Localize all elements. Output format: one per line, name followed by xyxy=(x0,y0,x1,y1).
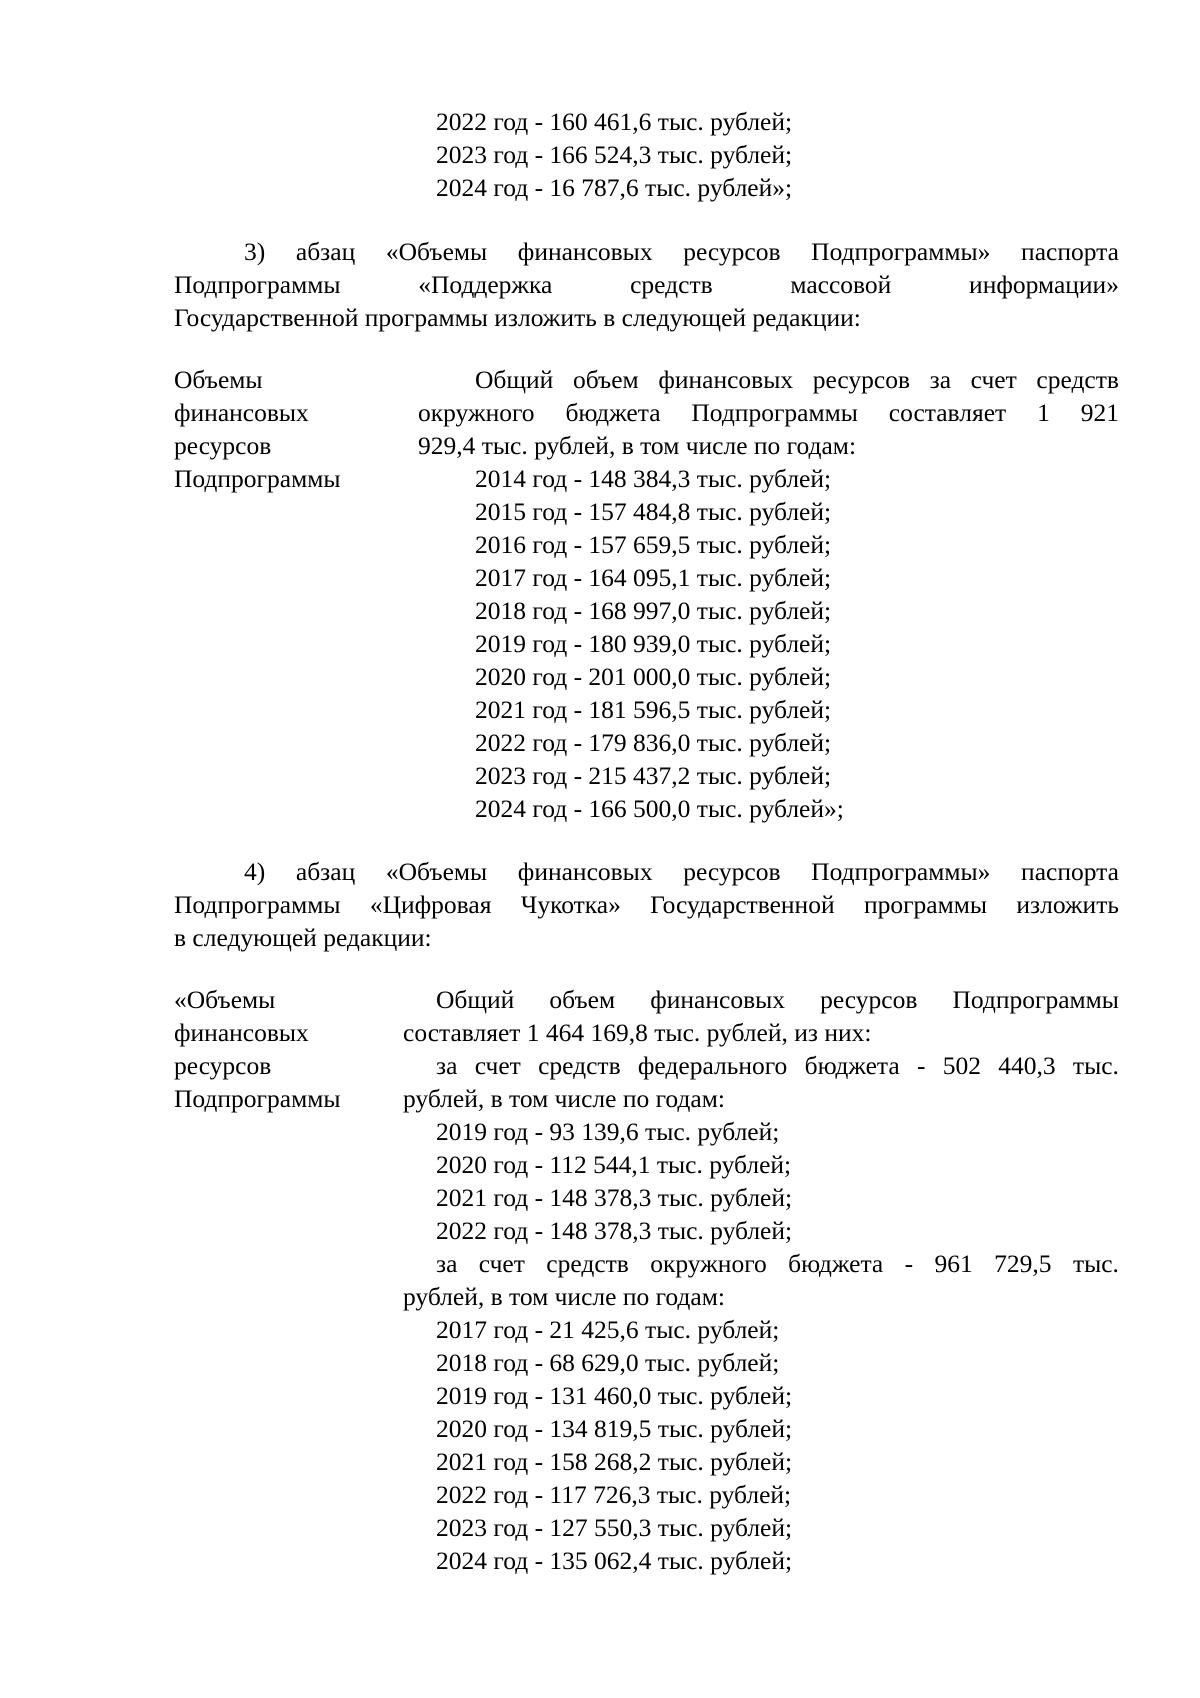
word: за xyxy=(929,365,952,394)
word: тыс. xyxy=(1072,1051,1119,1080)
word: средств xyxy=(546,1249,629,1278)
year-line: 2024 год - 166 500,0 тыс. рублей»; xyxy=(475,794,844,823)
word: «Объемы xyxy=(385,857,488,886)
year-line: 2019 год - 93 139,6 тыс. рублей; xyxy=(436,1117,780,1146)
word: Подпрограммы xyxy=(174,890,341,919)
word: Общий xyxy=(436,985,515,1014)
word: 921 xyxy=(1080,398,1119,427)
word: бюджета xyxy=(804,1051,900,1080)
word: - xyxy=(916,1051,926,1080)
word: ресурсов xyxy=(683,237,781,266)
paragraph-4-line-3: в следующей редакции: xyxy=(174,923,432,952)
year-line: 2020 год - 201 000,0 тыс. рублей; xyxy=(475,662,832,691)
block-3-label: Объемы xyxy=(174,365,263,394)
word: Чукотка» xyxy=(520,890,621,919)
year-line: 2022 год - 117 726,3 тыс. рублей; xyxy=(436,1480,792,1509)
block-4-label: Подпрограммы xyxy=(174,1084,341,1113)
word: 502 xyxy=(942,1051,981,1080)
word: 1 xyxy=(1037,398,1050,427)
word: счет xyxy=(478,1249,525,1278)
year-line: 2023 год - 166 524,3 тыс. рублей; xyxy=(436,140,793,169)
year-line: 2014 год - 148 384,3 тыс. рублей; xyxy=(475,464,832,493)
year-line: 2018 год - 68 629,0 тыс. рублей; xyxy=(436,1348,780,1377)
year-line: 2017 год - 164 095,1 тыс. рублей; xyxy=(475,563,832,592)
word: финансовых xyxy=(658,365,794,394)
word: финансовых xyxy=(517,857,653,886)
year-line: 2020 год - 134 819,5 тыс. рублей; xyxy=(436,1414,793,1443)
federal-budget-line-2: рублей, в том числе по годам: xyxy=(403,1084,725,1113)
word: Подпрограммы xyxy=(691,398,858,427)
word: ресурсов xyxy=(820,985,918,1014)
word: абзац xyxy=(295,237,356,266)
word: средств xyxy=(630,270,713,299)
block-4-label: финансовых xyxy=(174,1018,309,1047)
year-line: 2015 год - 157 484,8 тыс. рублей; xyxy=(475,497,832,526)
word: средств xyxy=(538,1051,621,1080)
block-3-label: ресурсов xyxy=(174,431,272,460)
year-line: 2022 год - 148 378,3 тыс. рублей; xyxy=(436,1216,793,1245)
paragraph-4-line-2 xyxy=(174,890,1119,920)
block-3-text-line-1 xyxy=(475,365,1119,395)
word: финансовых xyxy=(650,985,785,1014)
word: «Цифровая xyxy=(369,890,492,919)
year-line: 2023 год - 215 437,2 тыс. рублей; xyxy=(475,761,832,790)
word: Подпрограммы xyxy=(174,270,341,299)
word: ресурсов xyxy=(683,857,781,886)
year-line: 2018 год - 168 997,0 тыс. рублей; xyxy=(475,596,832,625)
paragraph-3-line-2 xyxy=(174,270,1119,300)
year-line: 2022 год - 160 461,6 тыс. рублей; xyxy=(436,107,793,136)
word: - xyxy=(904,1249,914,1278)
word: тыс. xyxy=(1072,1249,1119,1278)
word: 440,3 xyxy=(998,1051,1056,1080)
word: составляет xyxy=(888,398,1007,427)
word: паспорта xyxy=(1021,857,1119,886)
block-4-text-line-1 xyxy=(436,985,1119,1015)
year-line: 2022 год - 179 836,0 тыс. рублей; xyxy=(475,728,832,757)
block-4-label: «Объемы xyxy=(174,985,276,1014)
word: окружного xyxy=(650,1249,767,1278)
word: 3) xyxy=(244,237,266,266)
word: счет xyxy=(474,1051,521,1080)
block-3-label: Подпрограммы xyxy=(174,464,341,493)
word: Подпрограммы» xyxy=(811,857,991,886)
word: Подпрограммы» xyxy=(811,237,991,266)
block-3-text-line-2 xyxy=(418,398,1119,428)
year-line: 2019 год - 131 460,0 тыс. рублей; xyxy=(436,1381,793,1410)
word: абзац xyxy=(295,857,356,886)
block-4-text-line-2: составляет 1 464 169,8 тыс. рублей, из них: xyxy=(403,1018,872,1047)
word: Подпрограммы xyxy=(952,985,1119,1014)
regional-budget-line-2: рублей, в том числе по годам: xyxy=(403,1282,725,1311)
word: «Объемы xyxy=(385,237,488,266)
word: средств xyxy=(1036,365,1119,394)
word: бюджета xyxy=(565,398,661,427)
word: 4) xyxy=(244,857,266,886)
word: бюджета xyxy=(788,1249,884,1278)
paragraph-4-line-1 xyxy=(244,857,1119,887)
year-line: 2016 год - 157 659,5 тыс. рублей; xyxy=(475,530,832,559)
year-line: 2019 год - 180 939,0 тыс. рублей; xyxy=(475,629,832,658)
word: изложить xyxy=(1016,890,1119,919)
block-4-label: ресурсов xyxy=(174,1051,272,1080)
year-line: 2017 год - 21 425,6 тыс. рублей; xyxy=(436,1315,780,1344)
word: федерального xyxy=(637,1051,788,1080)
word: за xyxy=(436,1249,458,1278)
regional-budget-line-1 xyxy=(436,1249,1119,1279)
year-line: 2021 год - 158 268,2 тыс. рублей; xyxy=(436,1447,793,1476)
block-3-text-line-3: 929,4 тыс. рублей, в том числе по годам: xyxy=(418,431,857,460)
year-line: 2020 год - 112 544,1 тыс. рублей; xyxy=(436,1150,792,1179)
year-line: 2021 год - 148 378,3 тыс. рублей; xyxy=(436,1183,793,1212)
paragraph-3-line-3: Государственной программы изложить в следующей редакции: xyxy=(174,303,861,332)
word: объем xyxy=(549,985,616,1014)
word: паспорта xyxy=(1021,237,1119,266)
year-line: 2021 год - 181 596,5 тыс. рублей; xyxy=(475,695,832,724)
word: счет xyxy=(970,365,1017,394)
word: объем xyxy=(572,365,639,394)
word: информации» xyxy=(969,270,1119,299)
federal-budget-line-1 xyxy=(436,1051,1119,1081)
block-3-label: финансовых xyxy=(174,398,309,427)
word: за xyxy=(436,1051,458,1080)
word: «Поддержка xyxy=(418,270,553,299)
word: программы xyxy=(863,890,988,919)
year-line: 2024 год - 16 787,6 тыс. рублей»; xyxy=(436,173,793,202)
word: 729,5 xyxy=(994,1249,1052,1278)
word: 961 xyxy=(934,1249,973,1278)
word: финансовых xyxy=(517,237,653,266)
year-line: 2024 год - 135 062,4 тыс. рублей; xyxy=(436,1546,793,1575)
year-line: 2023 год - 127 550,3 тыс. рублей; xyxy=(436,1513,793,1542)
paragraph-3-line-1 xyxy=(244,237,1119,267)
word: ресурсов xyxy=(812,365,911,394)
word: массовой xyxy=(790,270,892,299)
word: Государственной xyxy=(650,890,835,919)
word: Общий xyxy=(475,365,554,394)
word: окружного xyxy=(418,398,535,427)
